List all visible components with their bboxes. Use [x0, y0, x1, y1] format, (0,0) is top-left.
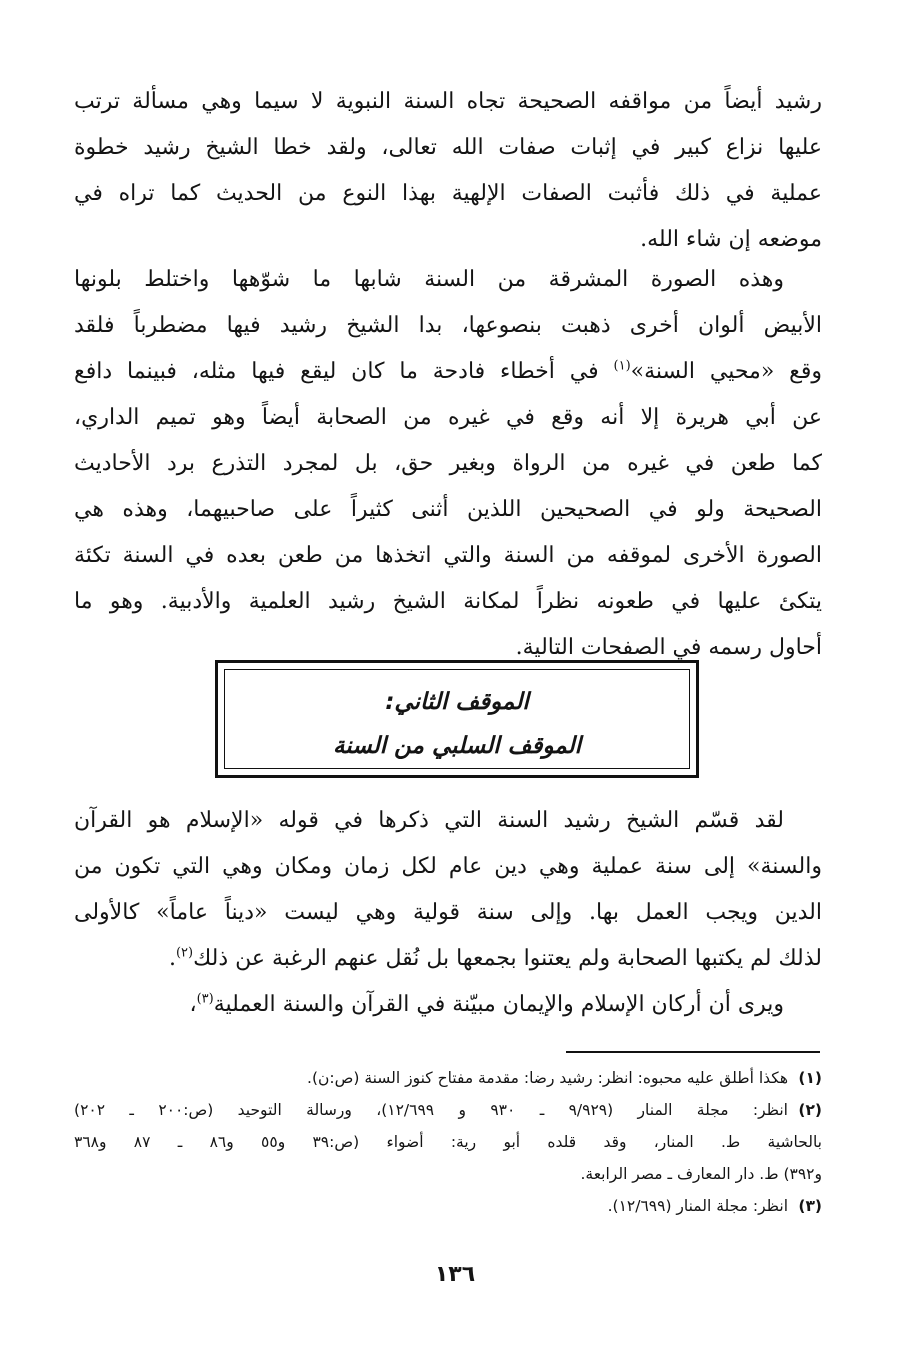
paragraph-4 — [74, 982, 822, 1028]
footnote-text: هكذا أطلق عليه محبوه: انظر: رشيد رضا: مقدمة مفتاح كنوز السنة (ص:ن). — [307, 1069, 788, 1087]
text-line: يتكئ عليها في طعونه نظراً لمكانة الشيخ رشيد العلمية والأدبية. وهو ما — [74, 589, 822, 614]
text-segment: في أخطاء فادحة ما كان ليقع فيها مثله، فبينما دافع — [74, 359, 614, 384]
footnotes-section — [74, 1062, 822, 1222]
text-line: أحاول رسمه في الصفحات التالية. — [515, 635, 822, 660]
section-heading-subtitle: الموقف السلبي من السنة — [332, 733, 582, 759]
section-heading-inner-frame — [224, 669, 690, 769]
text-line-with-footnote — [74, 349, 822, 395]
text-line: عملية في ذلك فأثبت الصفات الإلهية بهذا النوع من الحديث كما تراه في — [74, 181, 822, 206]
text-line: رشيد أيضاً من مواقفه الصحيحة تجاه السنة النبوية لا سيما وهي مسألة ترتب — [74, 89, 822, 114]
footnote-number: (٢) — [798, 1101, 822, 1119]
text-line-with-footnote — [74, 936, 822, 982]
text-line: كما طعن في غيره من الرواة وبغير حق، بل لمجرد التذرع برد الأحاديث — [74, 451, 822, 476]
text-line: الدين ويجب العمل بها. وإلى سنة قولية وهي ليست «ديناً عاماً» كالأولى — [74, 900, 822, 925]
page-number: ١٣٦ — [434, 1262, 476, 1287]
text-line: الصورة الأخرى لموقفه من السنة والتي اتخذها من طعن بعده في السنة تكئة — [74, 543, 822, 568]
footnote-2-continuation: و٣٩٢) ط. دار المعارف ـ مصر الرابعة. — [580, 1165, 822, 1183]
text-line: الأبيض ألوان أخرى ذهبت بنصوعها، بدا الشيخ رشيد فيها مضطرباً فلقد — [74, 313, 822, 338]
footnote-divider — [566, 1051, 820, 1053]
paragraph-3 — [74, 798, 822, 982]
text-line: وهذه الصورة المشرقة من السنة شابها ما شوّهها واختلط بلونها — [74, 267, 784, 292]
section-heading-title: الموقف الثاني: — [385, 689, 529, 715]
footnote-ref-3[interactable]: (٣) — [196, 991, 214, 1007]
footnote-ref-2[interactable]: (٢) — [175, 945, 194, 961]
text-line: الصحيحة ولو في الصحيحين اللذين أثنى كثيراً على صاحبيهما، وهذه هي — [74, 497, 822, 522]
text-line-with-footnote — [74, 982, 822, 1028]
text-segment: ويرى أن أركان الإسلام والإيمان مبيّنة في القرآن والسنة العملية — [213, 992, 784, 1017]
paragraph-1 — [74, 79, 822, 263]
text-line: والسنة» إلى سنة عملية وهي دين عام لكل زمان ومكان وهي التي تكون من — [74, 854, 822, 879]
text-line: لقد قسّم الشيخ رشيد السنة التي ذكرها في قوله «الإسلام هو القرآن — [74, 808, 784, 833]
footnote-2-continuation: بالحاشية ط. المنار، وقد قلده أبو رية: أضواء (ص:٣٩ و٥٥ و٨٦ ـ ٨٧ و٣٦٨ — [74, 1133, 822, 1151]
section-heading-frame — [215, 660, 699, 778]
footnote-ref-1[interactable]: (١) — [613, 358, 631, 374]
footnote-2 — [74, 1094, 822, 1126]
footnote-text: انظر: مجلة المنار (١٢/٦٩٩). — [607, 1197, 788, 1215]
text-line: موضعه إن شاء الله. — [640, 227, 822, 252]
footnote-1 — [74, 1062, 822, 1094]
footnote-3 — [74, 1190, 822, 1222]
paragraph-2 — [74, 257, 822, 671]
text-segment: . — [168, 946, 176, 971]
text-line: عن أبي هريرة إلا أنه وقع في غيره من الصحابة أيضاً وهو تميم الداري، — [74, 405, 822, 430]
footnote-text: انظر: مجلة المنار (٩/٩٢٩ ـ ٩٣٠ و ١٢/٦٩٩)، ورسالة التوحيد (ص:٢٠٠ ـ ٢٠٢) — [74, 1101, 788, 1119]
text-segment: وقع «محيي السنة» — [630, 359, 822, 384]
footnote-number: (٣) — [798, 1197, 822, 1215]
text-segment: لذلك لم يكتبها الصحابة ولم يعتنوا بجمعها بل نُقل عنهم الرغبة عن ذلك — [193, 946, 822, 971]
footnote-number: (١) — [798, 1069, 822, 1087]
text-segment: ، — [189, 992, 197, 1017]
text-line: عليها نزاع كبير في إثبات صفات الله تعالى، ولقد خطا الشيخ رشيد خطوة — [74, 135, 822, 160]
